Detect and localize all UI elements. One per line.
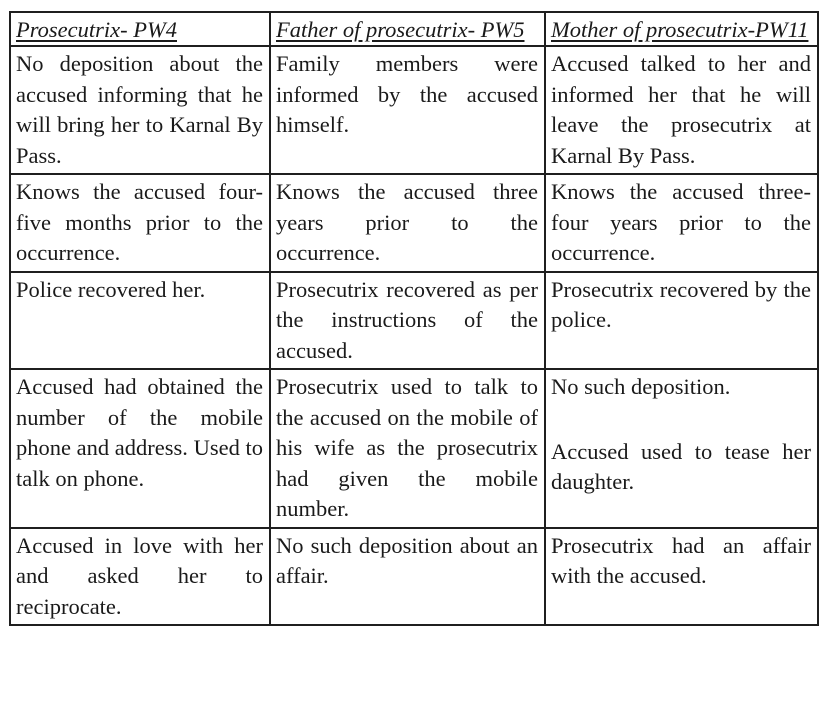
- table-cell: Accused had obtained the number of the mobile phone and address. Used to talk on phone.: [10, 369, 270, 528]
- header-mother: Mother of prosecutrix-PW11: [545, 12, 818, 46]
- table-cell: Knows the accused three years prior to the occurrence.: [270, 174, 545, 272]
- table-cell: Knows the accused three-four years prior to the occurrence.: [545, 174, 818, 272]
- table-cell: Prosecutrix had an affair with the accused.: [545, 528, 818, 626]
- header-prosecutrix: Prosecutrix- PW4: [10, 12, 270, 46]
- table-cell: Accused talked to her and informed her that he will leave the prosecutrix at Karnal By Pass.: [545, 46, 818, 174]
- table-row: [10, 46, 818, 174]
- table-cell: Police recovered her.: [10, 272, 270, 370]
- table-cell: No deposition about the accused informing that he will bring her to Karnal By Pass.: [10, 46, 270, 174]
- table-cell: Prosecutrix used to talk to the accused on the mobile of his wife as the prosecutrix had given the mobile number.: [270, 369, 545, 528]
- table-cell: No such deposition about an affair.: [270, 528, 545, 626]
- table-cell: Accused in love with her and asked her to reciprocate.: [10, 528, 270, 626]
- table-cell: [545, 369, 818, 528]
- cell-text: Accused used to tease her daughter.: [551, 438, 811, 494]
- cell-spacer: [551, 403, 811, 437]
- table-cell: Prosecutrix recovered as per the instructions of the accused.: [270, 272, 545, 370]
- table-row: [10, 528, 818, 626]
- table-cell: Family members were informed by the accused himself.: [270, 46, 545, 174]
- table-row: [10, 174, 818, 272]
- table-cell: Knows the accused four-five months prior to the occurrence.: [10, 174, 270, 272]
- cell-text: No such deposition.: [551, 374, 731, 399]
- header-father: Father of prosecutrix- PW5: [270, 12, 545, 46]
- header-row: [10, 12, 818, 46]
- table-cell: Prosecutrix recovered by the police.: [545, 272, 818, 370]
- table-row: [10, 369, 818, 528]
- deposition-comparison-table: [9, 11, 819, 626]
- table-row: [10, 272, 818, 370]
